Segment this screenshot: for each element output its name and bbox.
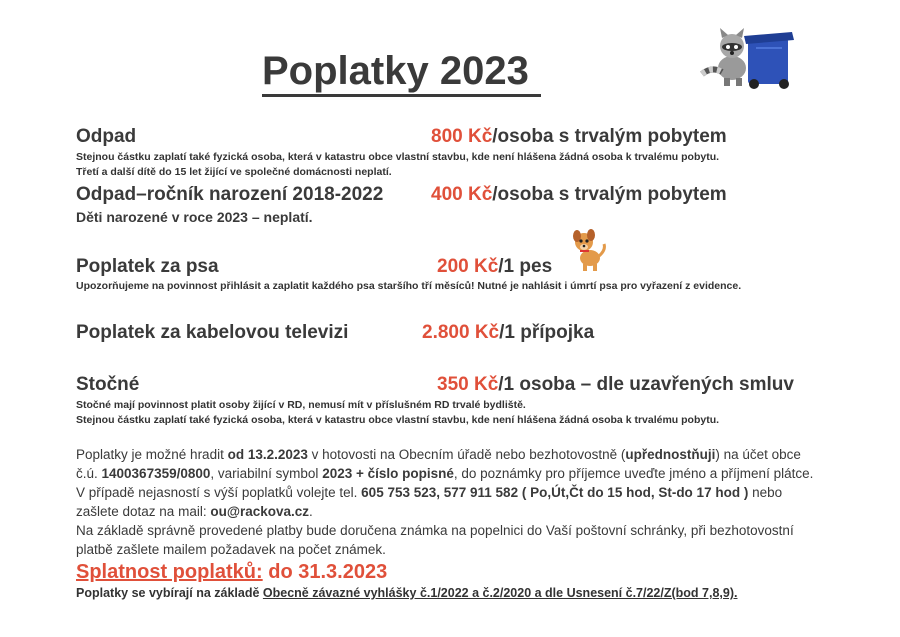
stocne-unit: /1 osoba – dle uzavřených smluv [498,374,794,395]
odpad-price [431,126,727,148]
payment-line-3 [76,484,782,503]
payment-text: zašlete dotaz na mail: [76,504,211,519]
legal-text: Poplatky se vybírají na základě [76,586,263,600]
payment-line-5: Na základě správně provedené platby bude doručena známka na popelnici do Vaší poštovní schránky, při bezhotovostní [76,523,794,538]
email-address: ou@rackova.cz [210,504,310,519]
payment-text: č.ú. [76,466,102,481]
payment-text: nebo [748,485,783,500]
due-date-value: do 31.3.2023 [262,561,388,583]
stocne-amount: 350 Kč [437,374,499,395]
variable-symbol: 2023 + číslo popisné [322,466,454,481]
page-title: Poplatky 2023 [262,48,541,97]
payment-text: . [309,504,313,519]
pes-note: Upozorňujeme na povinnost přihlásit a zaplatit každého psa staršího tří měsíců! Nutné je nahlásit i úmrtí psa pro vyřazení z evidence. [76,280,742,292]
odpad-unit: /osoba s trvalým pobytem [492,126,727,147]
dog-illustration [568,228,608,272]
payment-line-6: platbě zašlete mailem požadavek na počet známek. [76,542,386,557]
legal-basis [76,586,737,600]
odpad-rocnik-unit: /osoba s trvalým pobytem [492,184,727,205]
pes-amount: 200 Kč [437,256,499,277]
odpad-rocnik-label: Odpad–ročník narození 2018-2022 [76,184,384,205]
odpad-rocnik-note: Děti narozené v roce 2023 – neplatí. [76,209,313,225]
odpad-amount: 800 Kč [431,126,493,147]
payment-text: V případě nejasností s výší poplatků volejte tel. [76,485,362,500]
tv-unit: /1 přípojka [499,322,595,343]
due-label: Splatnost poplatků: [76,561,263,583]
payment-text: Poplatky je možné hradit [76,447,228,462]
payment-text: , variabilní symbol [210,466,323,481]
stocne-note-2: Stejnou částku zaplatí také fyzická osoba, která v katastru obce vlastní stavbu, kde není hlášena žádná osoba k trvalému pobytu. [76,414,720,426]
payment-text: v hotovosti na Obecním úřadě nebo bezhotovostně ( [307,447,626,462]
odpad-label: Odpad [76,126,137,147]
pes-price [437,256,552,278]
odpad-rocnik-price [431,184,727,206]
tv-amount: 2.800 Kč [422,322,500,343]
payment-text: , do poznámky pro příjemce uveďte jméno a příjmení plátce. [453,466,814,481]
raccoon-trash-bin-illustration [696,26,800,90]
stocne-label: Stočné [76,374,140,395]
legal-reference: Obecně závazné vyhlášky č.1/2022 a č.2/2020 a dle Usnesení č.7/22/Z(bod 7,8,9). [262,586,738,600]
tv-price [422,322,594,344]
payment-text: ) na účet obce [715,447,801,462]
payment-preferred: upřednostňuji [625,447,716,462]
pes-label: Poplatek za psa [76,256,219,277]
payment-line-1 [76,446,801,465]
due-date [76,561,387,584]
odpad-note-2: Třetí a další dítě do 15 let žijící ve společné domácnosti neplatí. [76,166,392,178]
payment-start-date: od 13.2.2023 [227,447,308,462]
tv-label: Poplatek za kabelovou televizi [76,322,349,343]
payment-line-4 [76,503,313,522]
stocne-price [437,374,794,396]
stocne-note-1: Stočné mají povinnost platit osoby žijící v RD, nemusí mít v příslušném RD trvalé bydliště. [76,399,526,411]
bank-account: 1400367359/0800 [101,466,211,481]
odpad-note-1: Stejnou částku zaplatí také fyzická osoba, která v katastru obce vlastní stavbu, kde není hlášena žádná osoba k trvalému pobytu. [76,151,720,163]
phone-numbers: 605 753 523, 577 911 582 ( Po,Út,Čt do 15 hod, St-do 17 hod ) [361,485,749,500]
pes-unit: /1 pes [498,256,553,277]
odpad-rocnik-amount: 400 Kč [431,184,493,205]
payment-line-2 [76,465,813,484]
